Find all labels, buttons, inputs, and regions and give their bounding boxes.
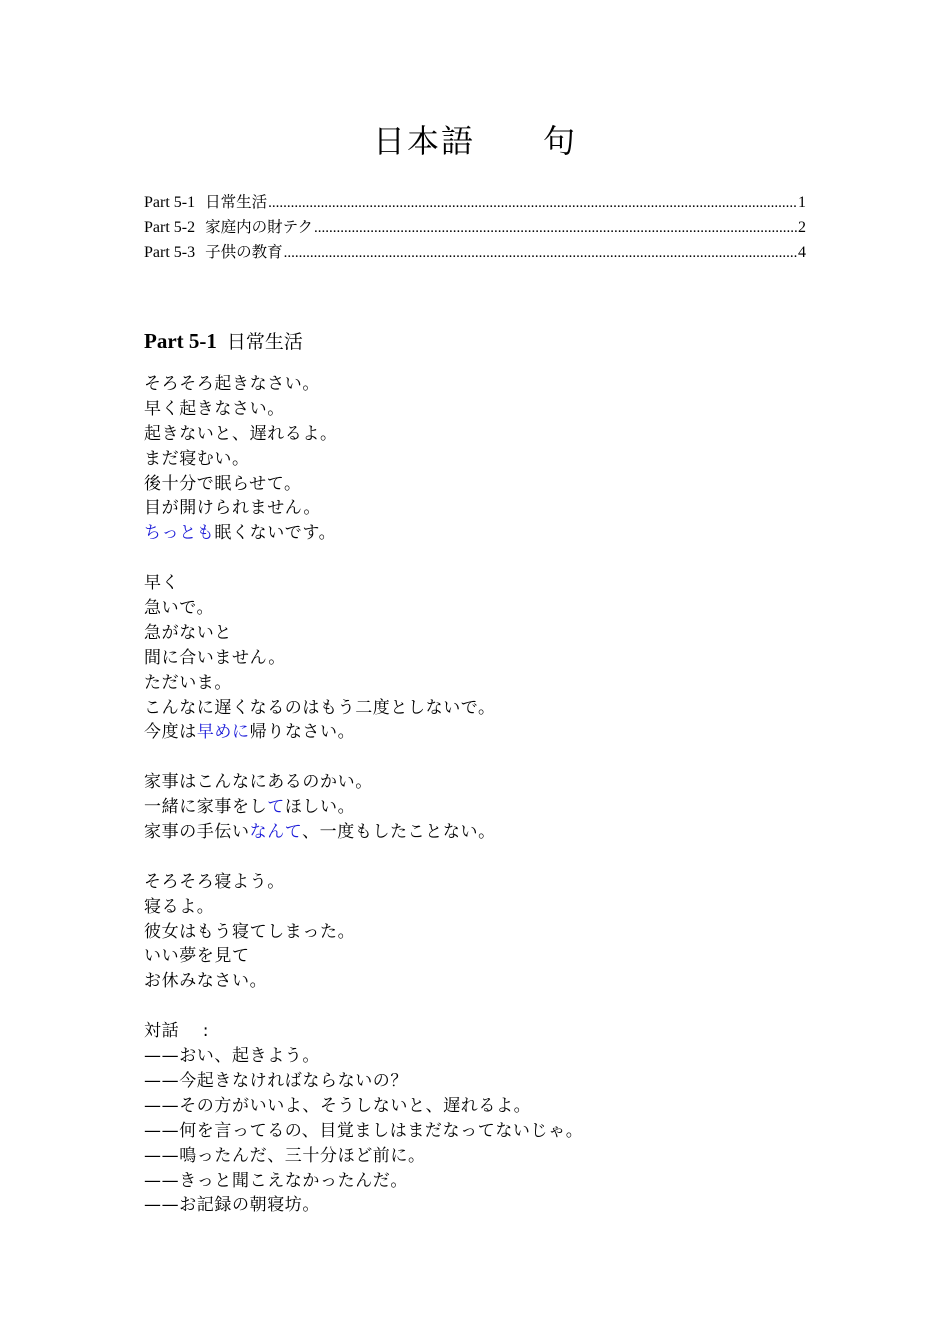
section-name: 日常生活 [226, 331, 303, 353]
phrase-line: 後十分で眠らせて。 [144, 473, 302, 494]
phrase-text: 家事の手伝い [144, 822, 250, 843]
toc-entry-part-5-3[interactable] [144, 240, 806, 265]
phrase-line: 早く [144, 573, 180, 594]
toc-page-number: 4 [798, 244, 806, 261]
phrase-line [144, 994, 844, 1019]
phrase-line: 急がないと [144, 622, 232, 643]
title-main: 日本語 [372, 122, 475, 160]
highlighted-phrase: なんて [249, 822, 303, 843]
phrase-line [144, 745, 844, 770]
highlighted-phrase: て [267, 797, 285, 818]
phrase-line: お休みなさい。 [144, 971, 268, 992]
title-suffix: 句 [543, 122, 578, 160]
phrase-line [144, 720, 844, 745]
toc-part-number: Part 5-2 [144, 219, 196, 236]
toc-section-name: 子供の教育 [205, 243, 283, 261]
highlighted-phrase: ちっとも [144, 523, 215, 544]
phrase-line: ——その方がいいよ、そうしないと、遅れるよ。 [144, 1095, 532, 1116]
toc-leader-dots [268, 191, 797, 216]
phrase-line: ただいま。 [144, 672, 232, 693]
phrase-line: ——きっと聞こえなかったんだ。 [144, 1170, 408, 1191]
section-heading [144, 326, 303, 357]
phrase-text: 帰りなさい。 [249, 722, 356, 743]
phrase-line [144, 795, 844, 820]
phrase-line: ——お記録の朝寝坊。 [144, 1195, 320, 1216]
phrase-line: 彼女はもう寝てしまった。 [144, 921, 356, 942]
phrase-text: 今度は [144, 722, 197, 743]
phrase-line: 寝るよ。 [144, 896, 215, 917]
phrase-line: 急いで。 [144, 598, 215, 619]
phrase-line: そろそろ起きなさい。 [144, 374, 320, 394]
phrase-text: 、一度もしたことない。 [302, 822, 496, 843]
toc-part-number: Part 5-1 [144, 194, 196, 211]
phrase-line: そろそろ寝よう。 [144, 871, 285, 892]
toc-page-number: 2 [798, 219, 806, 236]
phrase-line [144, 820, 844, 845]
phrase-text: 眠くないです。 [214, 523, 337, 544]
phrase-text: ほしい。 [284, 797, 356, 818]
phrase-line: 家事はこんなにあるのかい。 [144, 772, 373, 793]
highlighted-phrase: 早めに [196, 722, 250, 743]
table-of-contents [144, 190, 806, 265]
phrase-line: ——何を言ってるの、目覚ましはまだなってないじゃ。 [144, 1120, 584, 1141]
phrase-line [144, 521, 844, 546]
phrase-line [144, 845, 844, 870]
section-part-number: Part 5-1 [144, 329, 217, 353]
phrase-line: こんなに遅くなるのはもう二度としないで。 [144, 697, 496, 718]
phrase-line: 起きないと、遅れるよ。 [144, 423, 338, 444]
toc-section-name: 家庭内の財テク [205, 218, 313, 236]
phrase-line: ——鳴ったんだ、三十分ほど前に。 [144, 1145, 426, 1166]
phrase-line [144, 546, 844, 571]
page-title [0, 116, 950, 162]
phrase-line: ——今起きなければならないの？ [144, 1070, 408, 1091]
toc-section-name: 日常生活 [205, 193, 268, 211]
toc-entry-part-5-2[interactable] [144, 215, 806, 240]
phrase-line: まだ寝むい。 [144, 448, 250, 469]
phrase-line: 目が開けられません。 [144, 498, 322, 519]
phrase-line: 間に合いません。 [144, 647, 286, 668]
toc-part-number: Part 5-3 [144, 244, 196, 261]
toc-leader-dots [284, 241, 797, 266]
toc-entry-part-5-1[interactable] [144, 190, 806, 215]
phrase-line: 対話 : [144, 1021, 210, 1042]
phrase-line: いい夢を見て [144, 946, 250, 967]
toc-page-number: 1 [798, 194, 806, 211]
phrase-list [144, 372, 844, 1218]
toc-leader-dots [314, 216, 797, 241]
phrase-line: 早く起きなさい。 [144, 398, 285, 419]
phrase-text: 一緒に家事をし [144, 797, 268, 818]
phrase-line: ——おい、起きよう。 [144, 1046, 320, 1067]
